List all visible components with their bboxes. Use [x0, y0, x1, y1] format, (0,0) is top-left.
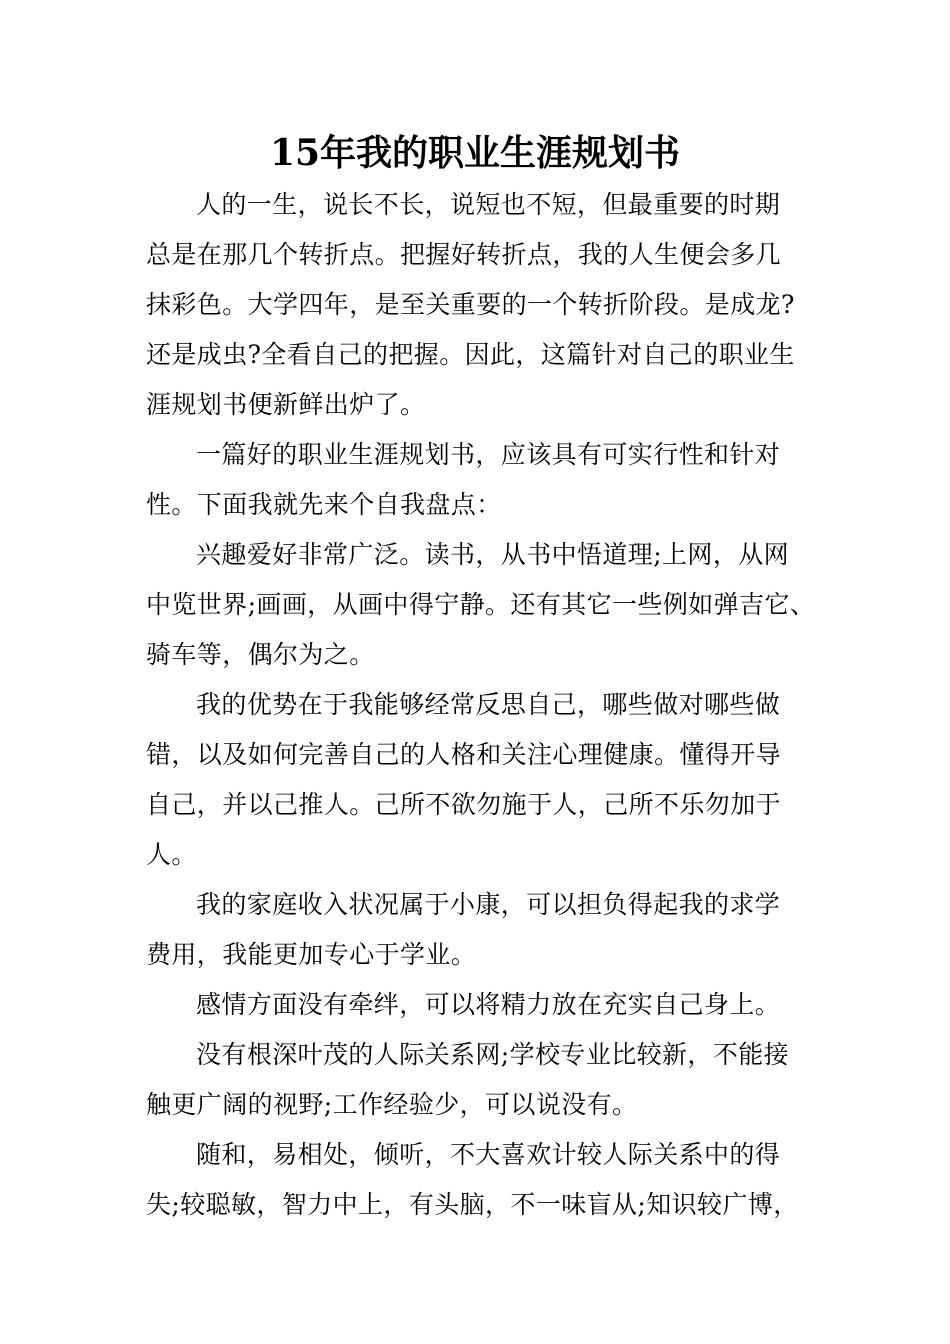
text-line: 自己，并以己推人。己所不欲勿施于人，己所不乐勿加于	[146, 790, 782, 819]
text-line: 一篇好的职业生涯规划书，应该具有可实行性和针对	[196, 440, 781, 469]
text-line: 错，以及如何完善自己的人格和关注心理健康。懂得开导	[146, 740, 782, 769]
text-line: 我的优势在于我能够经常反思自己，哪些做对哪些做	[196, 690, 781, 719]
text-line: 还是成虫?全看自己的把握。因此，这篇针对自己的职业生	[146, 340, 795, 369]
text-line: 我的家庭收入状况属于小康，可以担负得起我的求学	[196, 890, 781, 919]
text-line: 随和，易相处，倾听，不大喜欢计较人际关系中的得	[196, 1140, 781, 1169]
text-line: 费用，我能更加专心于学业。	[146, 940, 477, 969]
text-line: 没有根深叶茂的人际关系网;学校专业比较新，不能接	[196, 1040, 790, 1069]
text-line: 性。下面我就先来个自我盘点：	[146, 490, 502, 519]
text-line: 中览世界;画画，从画中得宁静。还有其它一些例如弹吉它、	[146, 590, 816, 619]
page-title: 15年我的职业生涯规划书	[269, 132, 681, 174]
text-line: 人。	[146, 840, 197, 869]
text-line: 人的一生，说长不长，说短也不短，但最重要的时期	[196, 190, 781, 219]
text-line: 总是在那几个转折点。把握好转折点，我的人生便会多几	[146, 240, 782, 269]
document-body	[146, 180, 816, 1230]
text-line: 抹彩色。大学四年，是至关重要的一个转折阶段。是成龙?	[146, 290, 795, 319]
text-line: 感情方面没有牵绊，可以将精力放在充实自己身上。	[196, 990, 781, 1019]
text-line: 涯规划书便新鲜出炉了。	[146, 390, 426, 419]
text-line: 失;较聪敏，智力中上，有头脑，不一味盲从;知识较广博，	[146, 1190, 799, 1219]
text-line: 兴趣爱好非常广泛。读书，从书中悟道理;上网，从网	[196, 540, 790, 569]
text-line: 骑车等，偶尔为之。	[146, 640, 375, 669]
text-line: 触更广阔的视野;工作经验少，可以说没有。	[146, 1090, 638, 1119]
